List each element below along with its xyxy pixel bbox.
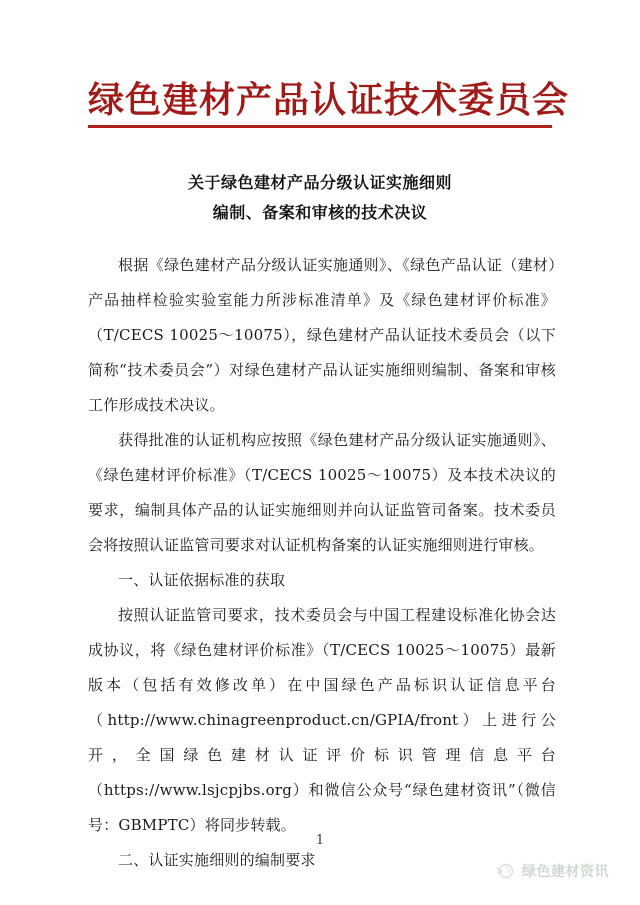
body-paragraph-2: 获得批准的认证机构应按照《绿色建材产品分级认证实施通则》、《绿色建材评价标准》（T/CECS 10025～10075）及本技术决议的要求，编制具体产品的认证实施细则并向认证监管司备案。技术委员会将按照认证监管司要求对认证机构备案的认证实施细则进行审核。: [88, 431, 556, 554]
section-heading-1: 一、认证依据标准的获取: [118, 571, 286, 589]
subtitle-line-2: 编制、备案和审核的技术决议: [212, 203, 428, 222]
organization-title: 绿色建材产品认证技术委员会: [88, 79, 570, 121]
body-paragraph-3: 按照认证监管司要求，技术委员会与中国工程建设标准化协会达成协议，将《绿色建材评价标准》（T/CECS 10025～10075）最新版本（包括有效修改单）在中国绿色产品标识认证信息平台（http://www.chinagreenproduct.cn/GPIA/front）上进行公开，全国绿色建材认证评价标识管理信息平台（https://www.lsjcpjbs.org）和微信公众号“绿色建材资讯”（微信号：GBMPTC）将同步转载。: [88, 606, 556, 834]
footer-watermark-label: 绿色建材资讯: [522, 864, 609, 880]
masthead-divider: [88, 125, 552, 128]
subtitle-line-1: 关于绿色建材产品分级认证实施细则: [187, 173, 452, 192]
section-heading-2: 二、认证实施细则的编制要求: [118, 851, 316, 869]
footer-watermark: [494, 860, 609, 882]
page-number: 1: [315, 833, 325, 848]
document-subtitle: [88, 168, 552, 228]
leaf-circle-icon: [494, 860, 516, 882]
masthead: [88, 78, 570, 128]
document-body: [88, 248, 556, 878]
body-paragraph-1: 根据《绿色建材产品分级认证实施通则》、《绿色产品认证（建材）产品抽样检验实验室能力所涉标准清单》及《绿色建材评价标准》（T/CECS 10025～10075），绿色建材产品认证技术委员会（以下简称“技术委员会”）对绿色建材产品认证实施细则编制、备案和审核工作形成技术决议。: [88, 256, 556, 414]
